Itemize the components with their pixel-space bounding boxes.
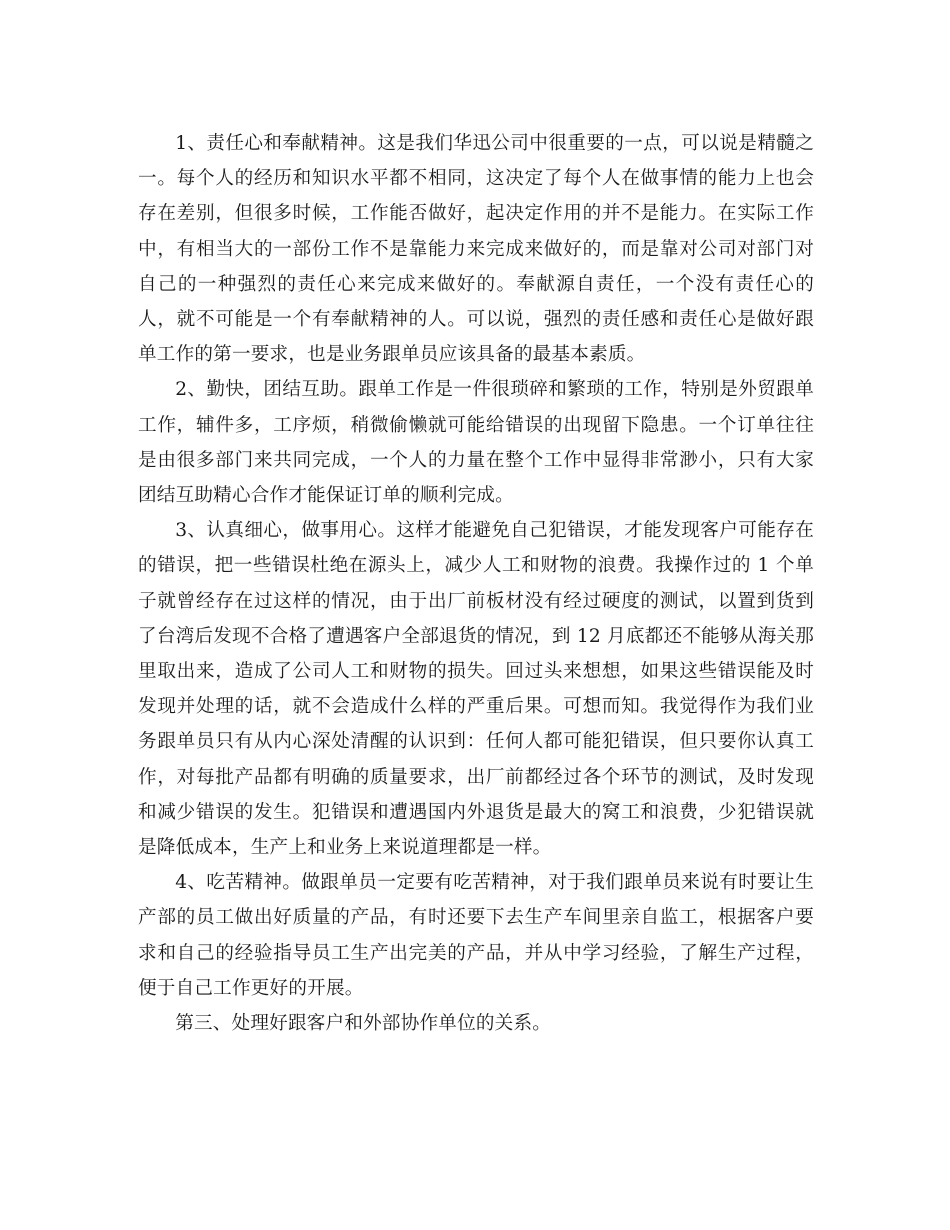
paragraph-carefulness: 3、认真细心，做事用心。这样才能避免自己犯错误，才能发现客户可能存在的错误，把一些错误杜绝在源头上，减少人工和财物的浪费。我操作过的 1 个单子就曾经存在过这样的情况，由于出厂前板材没有经过硬度的测试，以置到货到了台湾后发现不合格了遭遇客户全部退货的情况，到 12 月底都还不能够从海关那里取出来，造成了公司人工和财物的损失。回过头来想想，如果这些错误能及时发现并处理的话，就不会造成什么样的严重后果。可想而知。我觉得作为我们业务跟单员只有从内心深处清醒的认识到：任何人都可能犯错误，但只要你认真工作，对每批产品都有明确的质量要求，出厂前都经过各个环节的测试，及时发现和减少错误的发生。犯错误和遭遇国内外退货是最大的窝工和浪费，少犯错误就是降低成本，生产上和业务上来说道理都是一样。	[138, 520, 814, 859]
paragraph-section-three-heading: 第三、处理好跟客户和外部协作单位的关系。	[175, 1013, 552, 1035]
paragraph-responsibility: 1、责任心和奉献精神。这是我们华迅公司中很重要的一点，可以说是精髓之一。每个人的经历和知识水平都不相同，这决定了每个人在做事情的能力上也会存在差别，但很多时候，工作能否做好，起决定作用的并不是能力。在实际工作中，有相当大的一部份工作不是靠能力来完成来做好的，而是靠对公司对部门对自己的一种强烈的责任心来完成来做好的。奉献源自责任，一个没有责任心的人，就不可能是一个有奉献精神的人。可以说，强烈的责任感和责任心是做好跟单工作的第一要求，也是业务跟单员应该具备的最基本素质。	[138, 133, 814, 366]
paragraph-diligence-teamwork: 2、勤快，团结互助。跟单工作是一件很琐碎和繁琐的工作，特别是外贸跟单工作，辅件多，工序烦，稍微偷懒就可能给错误的出现留下隐患。一个订单往往是由很多部门来共同完成，一个人的力量在整个工作中显得非常渺小，只有大家团结互助精心合作才能保证订单的顺利完成。	[138, 379, 814, 507]
paragraph-hardworking: 4、吃苦精神。做跟单员一定要有吃苦精神，对于我们跟单员来说有时要让生产部的员工做出好质量的产品，有时还要下去生产车间里亲自监工，根据客户要求和自己的经验指导员工生产出完美的产品，并从中学习经验，了解生产过程，便于自己工作更好的开展。	[138, 872, 814, 999]
document-page	[138, 126, 814, 1041]
